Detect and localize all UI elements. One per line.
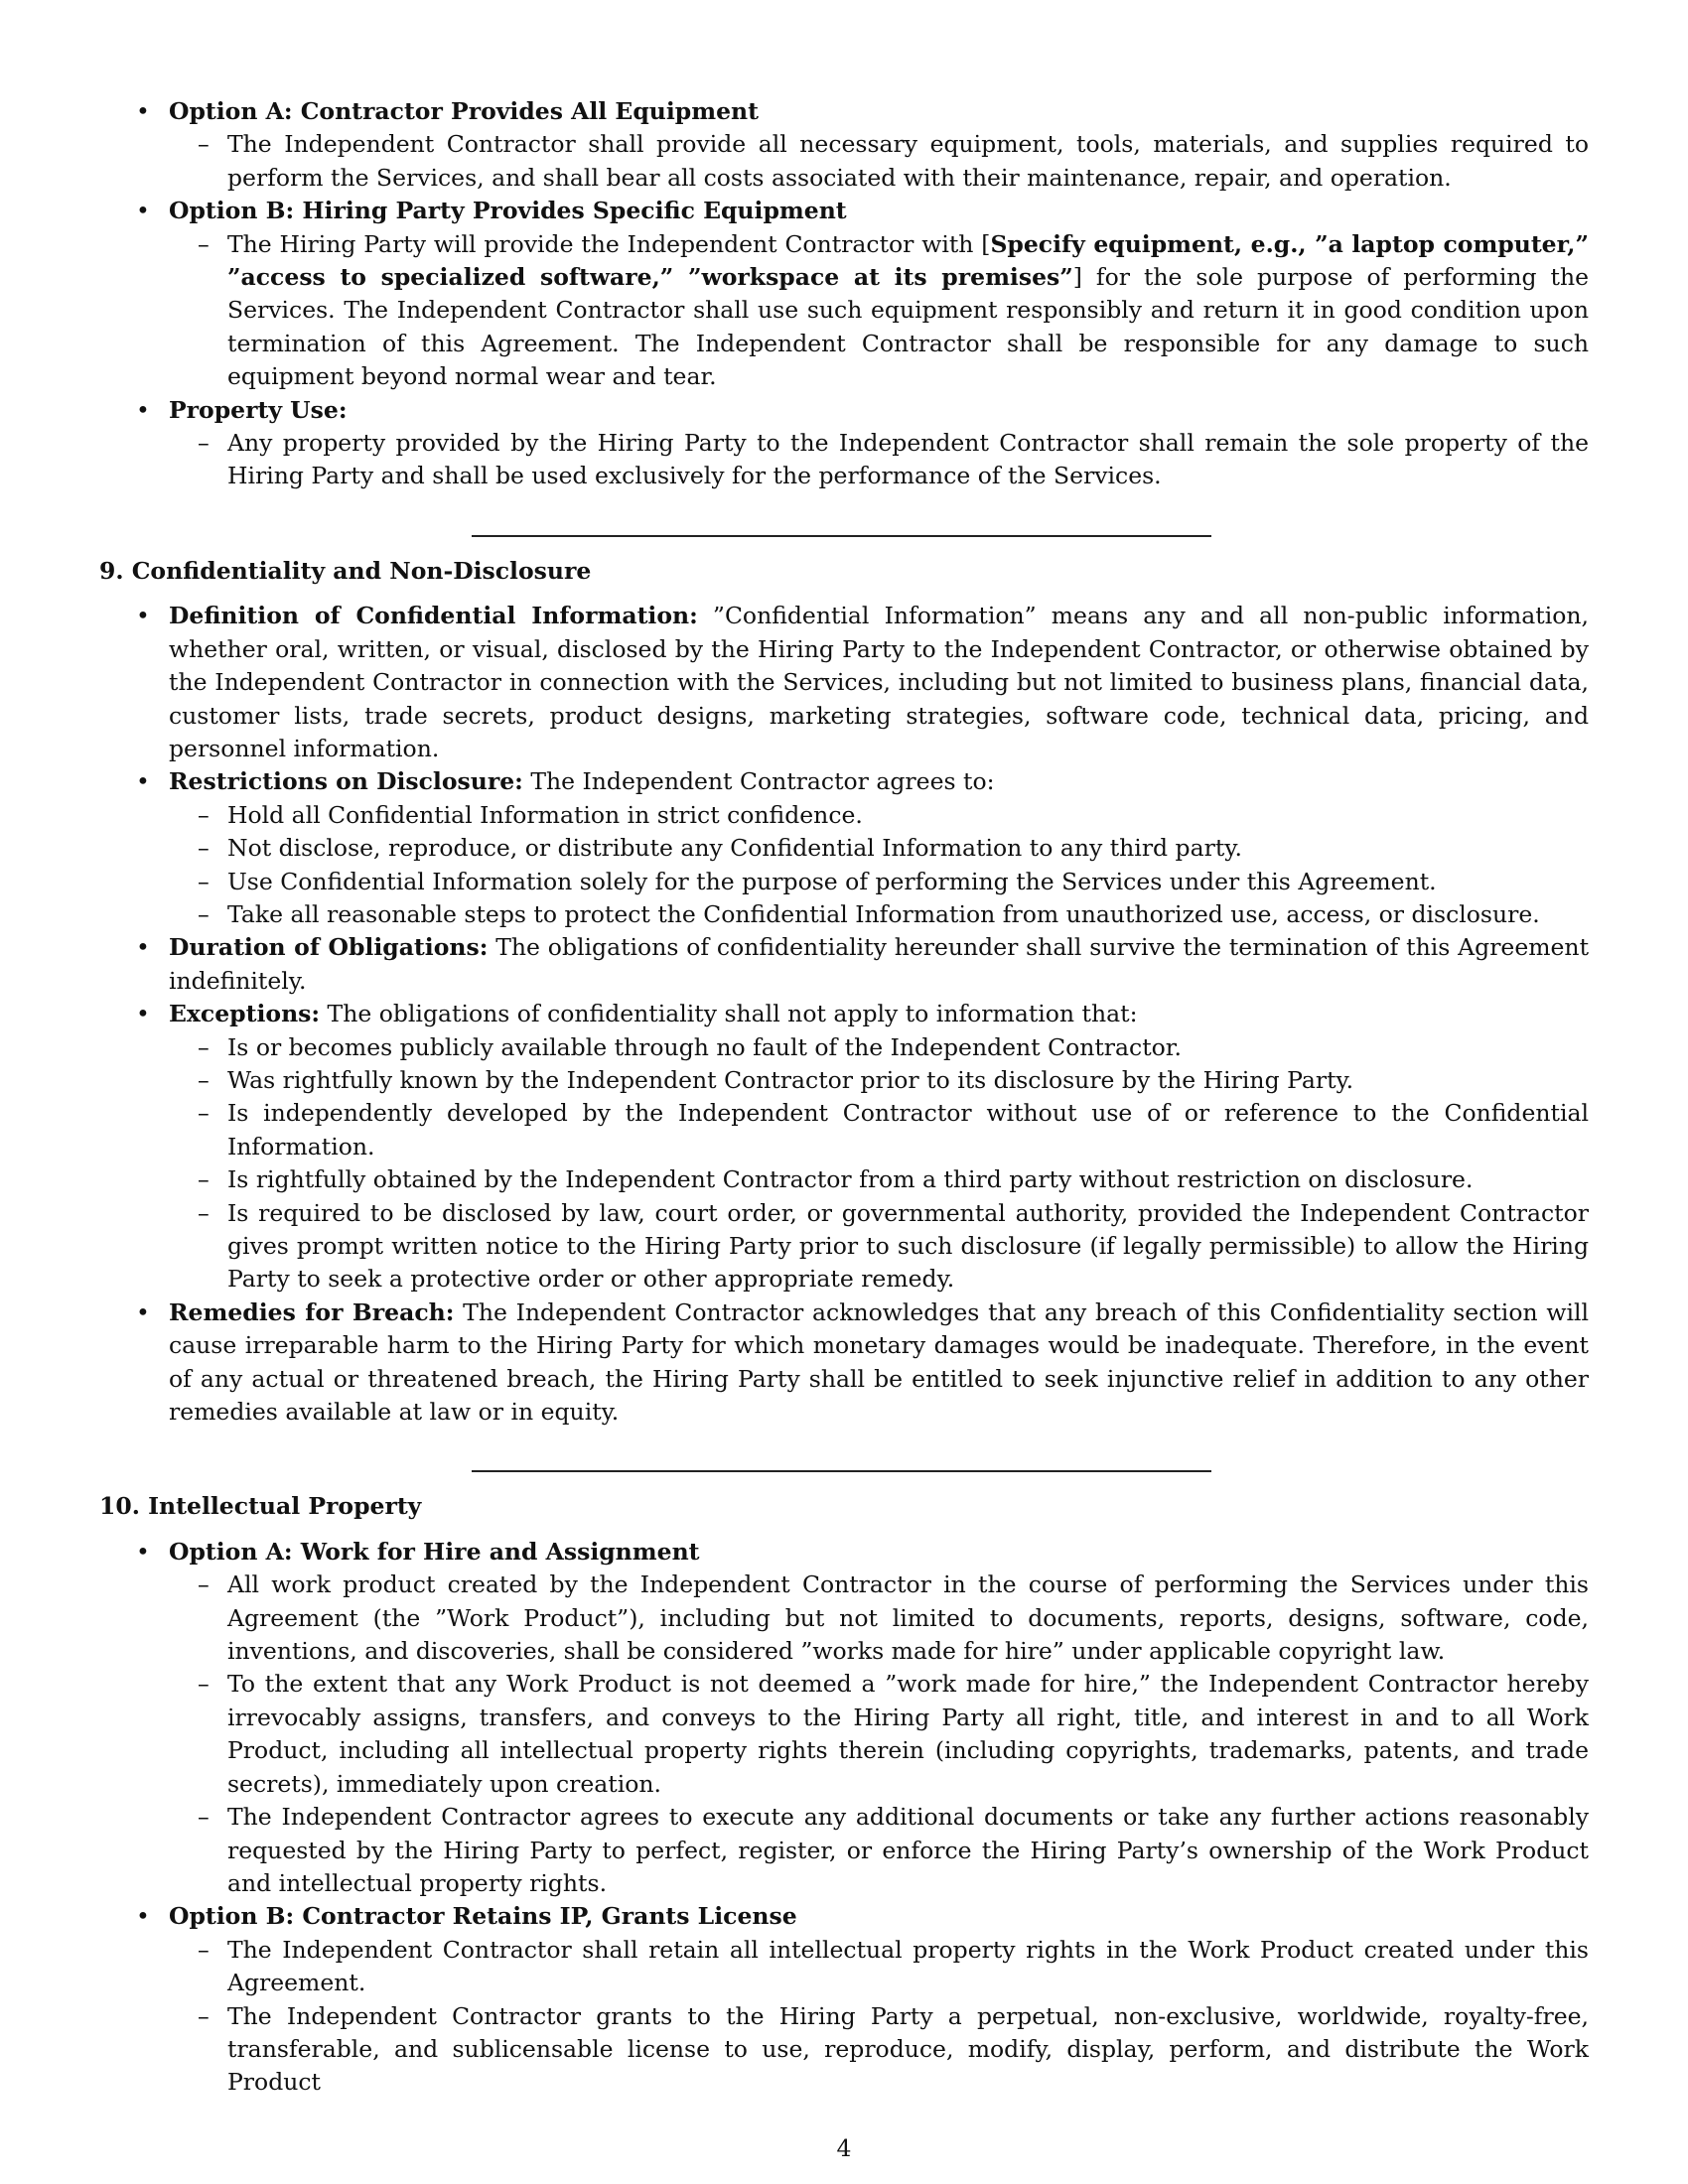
list-item: – Was rightfully known by the Independent Contractor prior to its disclosure by the Hiring Party. <box>169 1064 1589 1097</box>
option-a-equipment-item <box>99 95 1589 195</box>
list-item: – Is independently developed by the Independent Contractor without use of or reference to the Confidential Information. <box>169 1097 1589 1163</box>
duration-text: The obligations of confidentiality hereunder shall survive the termination of this Agreement indefinitely. <box>169 933 1590 995</box>
list-item: – The Independent Contractor grants to the Hiring Party a perpetual, non-exclusive, worldwide, royalty-free, transferable, and sublicensable license to use, reproduce, modify, display, perform, and distribute the Work Product <box>169 2000 1589 2100</box>
section-8-list <box>99 95 1589 493</box>
equipment-placeholder: Specify equipment, e.g., ”a laptop computer,” ”access to specialized software,” ”workspace at its premises” <box>227 229 1590 292</box>
option-b-equipment-sublist <box>169 228 1589 394</box>
duration-item <box>99 931 1589 998</box>
page-content <box>99 95 1589 2100</box>
list-item: – To the extent that any Work Product is not deemed a ”work made for hire,” the Independent Contractor hereby irrevocably assigns, transfers, and conveys to the Hiring Party all right, title, and interest in and to all Work Product, including all intellectual property rights therein (including copyrights, trademarks, patents, and trade secrets), immediately upon creation. <box>169 1668 1589 1801</box>
definition-item <box>99 600 1589 765</box>
page-number: 4 <box>836 2134 852 2162</box>
property-use-sublist <box>169 427 1589 493</box>
ip-option-b-sublist <box>169 1934 1589 2100</box>
section-divider <box>472 1470 1211 1472</box>
section-10-heading: 10. Intellectual Property <box>99 1492 422 1521</box>
restrictions-label: Restrictions on Disclosure: <box>169 767 523 796</box>
option-b-equipment-title: Option B: Hiring Party Provides Specific Equipment <box>169 197 847 225</box>
exceptions-text: The obligations of confidentiality shall not apply to information that: <box>320 1000 1138 1028</box>
list-item: – Is required to be disclosed by law, court order, or governmental authority, provided the Independent Contractor gives prompt written notice to the Hiring Party prior to such disclosure (if legally permissible) to allow the Hiring Party to seek a protective order or other appropriate remedy. <box>169 1197 1589 1297</box>
list-item: – Take all reasonable steps to protect the Confidential Information from unauthorized use, access, or disclosure. <box>169 898 1589 931</box>
exceptions-item <box>99 998 1589 1297</box>
list-item <box>169 228 1589 394</box>
restrictions-sublist <box>169 799 1589 932</box>
section-9-heading: 9. Confidentiality and Non-Disclosure <box>99 556 592 585</box>
exceptions-label: Exceptions: <box>169 1000 321 1028</box>
text-span: The Hiring Party will provide the Independent Contractor with [ <box>227 229 991 258</box>
section-9-list <box>99 600 1589 1429</box>
list-item: – All work product created by the Independent Contractor in the course of performing the Services under this Agreement (the ”Work Product”), including but not limited to documents, reports, designs, software, code, inventions, and discoveries, shall be considered ”works made for hire” under applicable copyright law. <box>169 1569 1589 1668</box>
list-item: – Use Confidential Information solely for the purpose of performing the Services under this Agreement. <box>169 866 1589 898</box>
remedies-label: Remedies for Breach: <box>169 1297 455 1326</box>
ip-option-b-item <box>99 1900 1589 2099</box>
list-item: – Any property provided by the Hiring Party to the Independent Contractor shall remain the sole property of the Hiring Party and shall be used exclusively for the performance of the Services. <box>169 427 1589 493</box>
list-item: – Hold all Confidential Information in strict confidence. <box>169 799 1589 832</box>
list-item: – The Independent Contractor shall provide all necessary equipment, tools, materials, and supplies required to perform the Services, and shall bear all costs associated with their maintenance, repair, and operation. <box>169 128 1589 195</box>
remedies-item <box>99 1297 1589 1430</box>
remedies-text: The Independent Contractor acknowledges that any breach of this Confidentiality section will cause irreparable harm to the Hiring Party for which monetary damages would be inadequate. Therefore, in the event of any actual or threatened breach, the Hiring Party shall be entitled to seek injunctive relief in addition to any other remedies available at law or in equity. <box>169 1297 1590 1427</box>
list-item: – The Independent Contractor shall retain all intellectual property rights in the Work Product created under this Agreement. <box>169 1934 1589 2000</box>
duration-label: Duration of Obligations: <box>169 933 489 962</box>
section-divider <box>472 535 1211 537</box>
restrictions-text: The Independent Contractor agrees to: <box>522 767 995 796</box>
option-a-equipment-title: Option A: Contractor Provides All Equipment <box>169 97 759 125</box>
property-use-title: Property Use: <box>169 395 348 424</box>
ip-option-a-sublist <box>169 1569 1589 1900</box>
property-use-item <box>99 394 1589 493</box>
definition-text: ”Confidential Information” means any and all non-public information, whether oral, written, or visual, disclosed by the Hiring Party to the Independent Contractor, or otherwise obtained by the Independent Contractor in connection with the Services, including but not limited to business plans, financial data, customer lists, trade secrets, product designs, marketing strategies, software code, technical data, pricing, and personnel information. <box>169 602 1589 762</box>
text-span: ] for the sole purpose of performing the Services. The Independent Contractor shall use such equipment responsibly and return it in good condition upon termination of this Agreement. The Independent Contractor shall be responsible for any damage to such equipment beyond normal wear and tear. <box>227 263 1589 391</box>
restrictions-item <box>99 765 1589 931</box>
exceptions-sublist <box>169 1031 1589 1297</box>
option-b-equipment-item <box>99 195 1589 393</box>
list-item: – Is or becomes publicly available through no fault of the Independent Contractor. <box>169 1031 1589 1064</box>
list-item: – The Independent Contractor agrees to execute any additional documents or take any further actions reasonably requested by the Hiring Party to perfect, register, or enforce the Hiring Party’s ownership of the Work Product and intellectual property rights. <box>169 1801 1589 1900</box>
option-a-equipment-sublist <box>169 128 1589 195</box>
ip-option-b-title: Option B: Contractor Retains IP, Grants License <box>169 1902 797 1931</box>
list-item: – Not disclose, reproduce, or distribute any Confidential Information to any third party. <box>169 832 1589 865</box>
section-10-list <box>99 1536 1589 2100</box>
list-item: – Is rightfully obtained by the Independent Contractor from a third party without restriction on disclosure. <box>169 1163 1589 1196</box>
ip-option-a-title: Option A: Work for Hire and Assignment <box>169 1537 700 1566</box>
definition-label: Definition of Confidential Information: <box>169 602 698 630</box>
ip-option-a-item <box>99 1536 1589 1900</box>
